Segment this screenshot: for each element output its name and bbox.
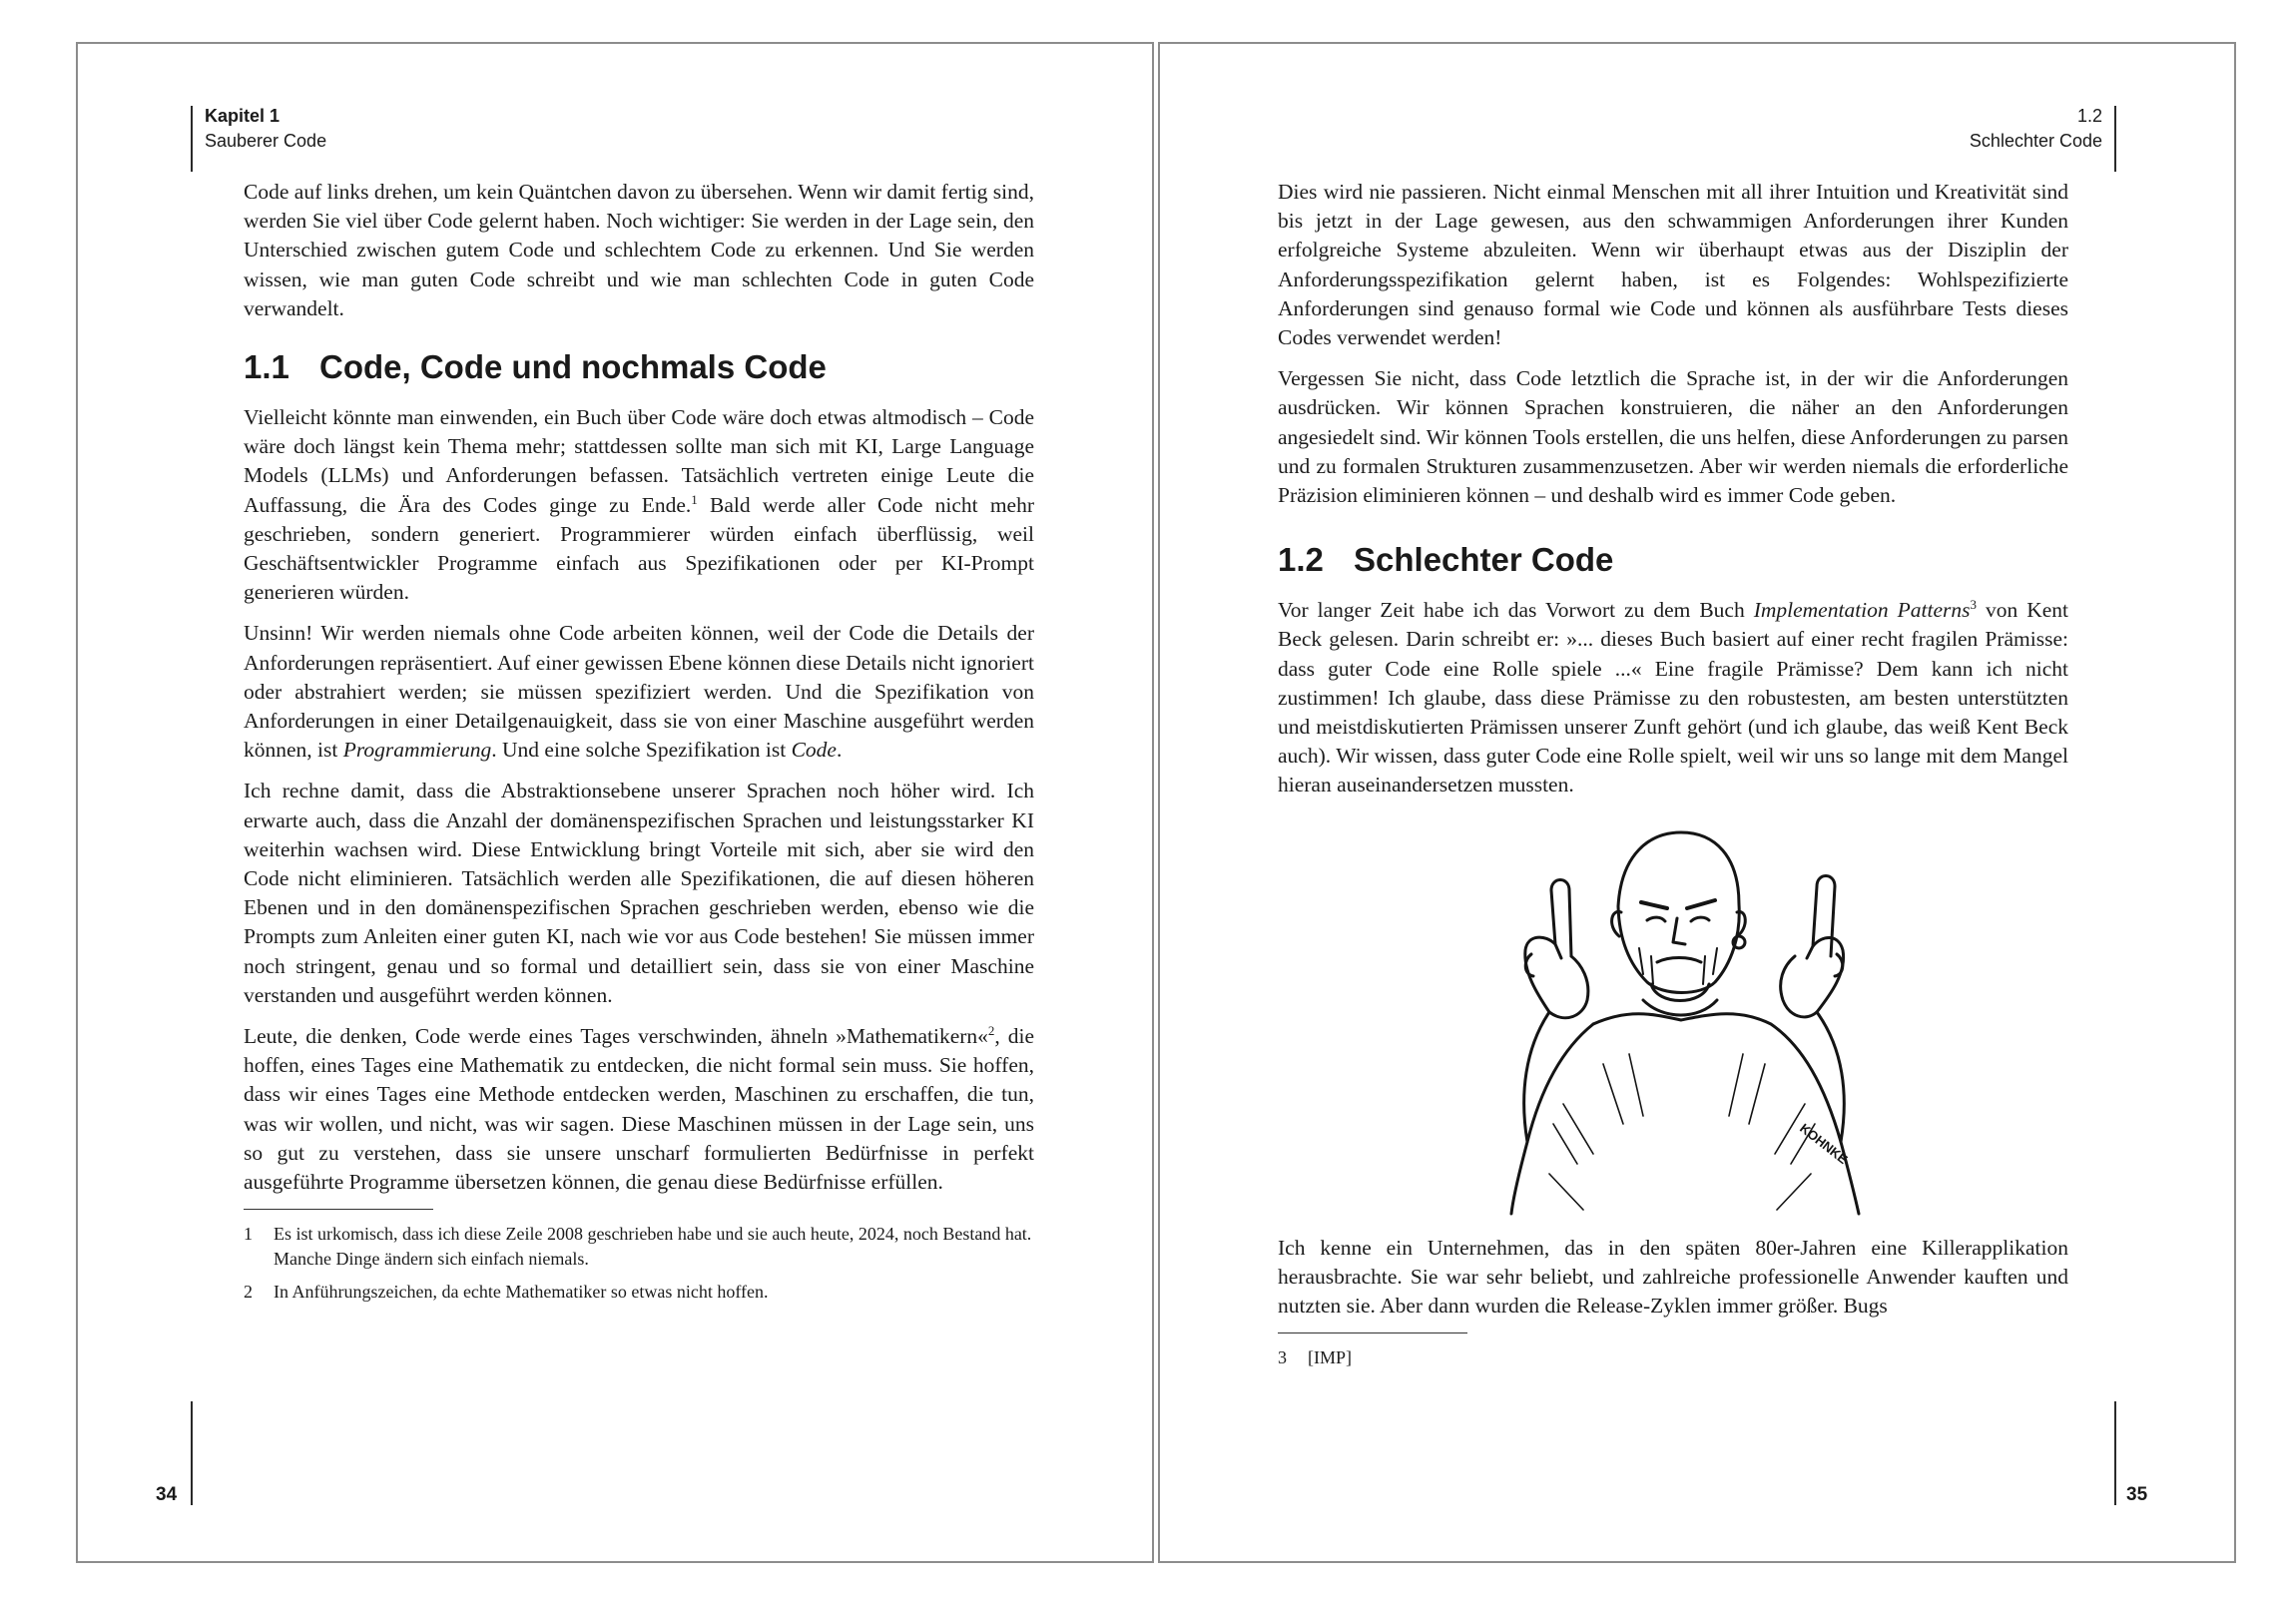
paragraph: [1278, 596, 2068, 799]
caricature-illustration: [1453, 824, 1893, 1216]
text-run: Vor langer Zeit habe ich das Vorwort zu dem Buch: [1278, 598, 1754, 623]
section-heading: [1278, 540, 2068, 580]
section-number-header: 1.2: [2076, 106, 2102, 126]
emphasis: Code: [791, 738, 837, 763]
footnote-number: 2: [244, 1282, 253, 1303]
footnote-ref-1[interactable]: 1: [691, 491, 698, 507]
footnote-separator: [1278, 1332, 1467, 1333]
paragraph: Ich kenne ein Unternehmen, das in den späten 80er-Jahren eine Killerapplikation herausbrachte. Sie war sehr beliebt, und zahlreiche professionelle Anwender kauften und nutzten sie. Aber dann wurden die Release-Zyklen immer größer. Bugs: [1278, 1235, 2068, 1319]
paragraph: [244, 619, 1034, 765]
right-page-number: 35: [2126, 1484, 2148, 1505]
illustration-signature: KOHNKE: [1797, 1120, 1851, 1167]
chapter-title: Sauberer Code: [205, 131, 327, 151]
paragraph: [244, 403, 1034, 607]
paragraph: Dies wird nie passieren. Nicht einmal Menschen mit all ihrer Intuition und Kreativität sind bis jetzt in der Lage gewesen, aus den schwammigen Anforderungen ihrer Kunden erfolgreiche Systeme abzuleiten. Wenn wir überhaupt etwas aus der Disziplin der Anforderungsspezifikation gelernt haben, ist es Folgendes: Wohlspezifizierte Anforderungen sind genauso formal wie Code und können als ausführbare Tests dieses Codes verwendet werden!: [1278, 180, 2068, 350]
footnote-ref-2[interactable]: 2: [987, 1022, 995, 1038]
text-run: Vielleicht könnte man einwenden, ein Buch über Code wäre doch etwas altmodisch – Code wäre doch längst kein Thema mehr; stattdessen sollte man sich mit KI, Large Language Models (LLMs) und Anforderungen befassen. Tatsächlich vertreten einige Leute die Auffassung, die Ära des Codes ginge zu Ende.: [244, 405, 1034, 517]
left-body: [244, 178, 1034, 1313]
left-header-rule: [191, 106, 193, 172]
left-running-header: [205, 104, 326, 154]
paragraph: [244, 1022, 1034, 1197]
text-run: . Und eine solche Spezifikation ist: [491, 738, 792, 763]
text-run: Leute, die denken, Code werde eines Tages verschwinden, ähneln »Mathematikern«: [244, 1024, 988, 1049]
footnote-separator: [244, 1209, 433, 1210]
section-title: Schlechter Code: [1354, 541, 1614, 579]
section-number: 1.1: [244, 348, 289, 386]
left-page-number: 34: [156, 1484, 178, 1505]
section-title: Code, Code und nochmals Code: [319, 348, 827, 386]
right-footer-rule: [2114, 1401, 2116, 1505]
paragraph: Code auf links drehen, um kein Quäntchen davon zu übersehen. Wenn wir damit fertig sind, werden Sie viel über Code gelernt haben. Noch wichtiger: Sie werden in der Lage sein, den Unterschied zwischen gutem Code und schlechtem Code zu erkennen. Und Sie werden wissen, wie man guten Code schreibt und wie man schlechten Code in guten Code verwandelt.: [244, 180, 1034, 320]
footnote: [1278, 1345, 2068, 1370]
footnote: [244, 1222, 1034, 1272]
section-heading: [244, 347, 1034, 387]
footnote-text: Es ist urkomisch, dass ich diese Zeile 2008 geschrieben habe und sie auch heute, 2024, noch Bestand hat. Manche Dinge ändern sich einfach niemals.: [274, 1224, 1032, 1270]
footnote: [244, 1280, 1034, 1305]
text-run: Bald werde aller Code nicht mehr geschrieben, sondern generiert. Programmierer würden einfach überflüssig, weil Geschäftsentwickler Programme einfach aus Spezifikationen oder per KI-Prompt generieren würden.: [244, 492, 1035, 605]
footnote-ref-3[interactable]: 3: [1970, 597, 1977, 613]
text-run: , die hoffen, eines Tages eine Mathematik zu entdecken, die nicht formal sein muss. Sie hoffen, dass wir eines Tages eine Methode entdecken werden, Maschinen zu erschaffen, die tun, was wir wollen, und nicht, was wir sagen. Diese Maschinen müssen in der Lage sein, uns so gut zu verstehen, dass sie unsere unscharf formulierten Bedürfnisse in perfekt ausgeführte Programme übersetzen können, die genau diese Bedürfnisse erfüllen.: [244, 1024, 1034, 1195]
right-body: [1278, 178, 2068, 1378]
chapter-label: Kapitel 1: [205, 106, 281, 126]
text-run: .: [836, 738, 843, 763]
emphasis: Programmierung: [342, 738, 492, 763]
paragraph: Vergessen Sie nicht, dass Code letztlich die Sprache ist, in der wir die Anforderungen ausdrücken. Wir können Sprachen konstruieren, die näher an den Anforderungen angesiedelt sind. Wir können Tools erstellen, die uns helfen, diese Anforderungen zu parsen und zu formalen Strukturen zusammenzusetzen. Aber wir werden niemals die erforderliche Präzision eliminieren können – und deshalb wird es immer Code geben.: [1278, 366, 2068, 508]
text-run: von Kent Beck gelesen. Darin schreibt er: »... dieses Buch basiert auf einer recht fragilen Prämisse: dass guter Code eine Rolle spiele ...« Eine fragile Prämisse? Dem kann ich nicht zustimmen! Ich glaube, dass diese Prämisse zu den robustesten, am besten unterstützten und meistdiskutierten Prämissen unserer Zunft gehört (und ich glaube, das weiß Kent Beck auch). Wir wissen, dass guter Code eine Rolle spielt, weil wir uns so lange mit dem Mangel hieran auseinandersetzen mussten.: [1278, 598, 2068, 798]
footnote-number: 3: [1278, 1347, 1287, 1368]
text-run: Unsinn! Wir werden niemals ohne Code arbeiten können, weil der Code die Details der Anforderungen repräsentiert. Auf einer gewissen Ebene können diese Details nicht ignoriert oder abstrahiert werden; sie müssen spezifiziert werden. Und die Spezifikation von Anforderungen in einer Detailgenauigkeit, dass sie von einer Maschine ausgeführt werden können, ist: [244, 621, 1034, 763]
footnote-text: [IMP]: [1308, 1347, 1352, 1368]
book-title: Implementation Patterns: [1753, 598, 1971, 623]
left-footer-rule: [191, 1401, 193, 1505]
section-title-header: Schlechter Code: [1969, 131, 2102, 151]
footnote-number: 1: [244, 1224, 253, 1245]
section-number: 1.2: [1278, 541, 1324, 579]
right-running-header: [1970, 104, 2102, 154]
paragraph: Ich rechne damit, dass die Abstraktionsebene unserer Sprachen noch höher wird. Ich erwarte auch, dass die Anzahl der domänenspezifischen Sprachen und leistungsstarker KI weiterhin wachsen wird. Diese Entwicklung bringt Vorteile mit sich, aber sie wird den Code nicht eliminieren. Tatsächlich werden alle Spezifikationen, die auf diesen höheren Ebenen und in den domänenspezifischen Sprachen geschrieben werden, ebenso wie die Prompts zum Anleiten einer guten KI, nach wie vor aus Code bestehen! Sie müssen immer noch stringent, genau und so formal und detailliert sein, dass sie von einer Maschine verstanden und ausgeführt werden können.: [244, 779, 1034, 1007]
footnote-text: In Anführungszeichen, da echte Mathematiker so etwas nicht hoffen.: [274, 1282, 769, 1303]
right-header-rule: [2114, 106, 2116, 172]
